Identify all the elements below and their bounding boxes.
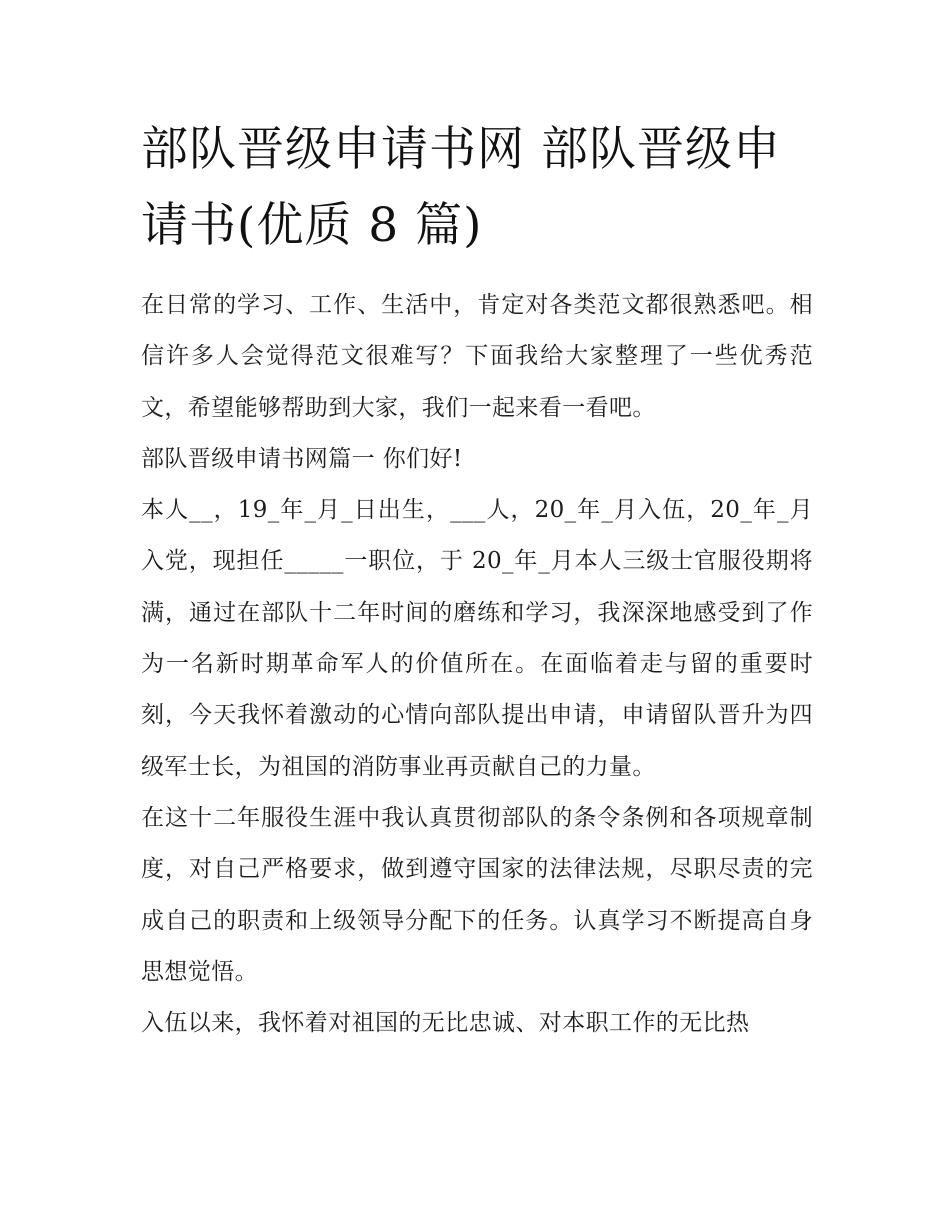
paragraph-since-enlistment: 入伍以来，我怀着对祖国的无比忠诚、对本职工作的无比热 bbox=[141, 1010, 750, 1037]
document-content bbox=[141, 112, 813, 1049]
paragraph-personal-info: 本人__，19_年_月_日出生，___人，20_年_月入伍，20_年_月入党，现担任_____一职位，于 20_年_月本人三级士官服役期将满，通过在部队十二年时间的磨练和学习，我深深地感受到了作为一名新时期革命军人的价值所在。在面临着走与留的重要时刻，今天我怀着激动的心情向部队提出申请，申请留队晋升为四级军士长，为祖国的消防事业再贡献自己的力量。 bbox=[141, 497, 813, 780]
document-title: 部队晋级申请书网 部队晋级申请书(优质 8 篇) bbox=[141, 122, 781, 253]
paragraph-greeting: 部队晋级申请书网篇一 你们好! bbox=[141, 445, 463, 472]
paragraph-service-record: 在这十二年服役生涯中我认真贯彻部队的条令条例和各项规章制度，对自己严格要求，做到遵守国家的法律法规，尽职尽责的完成自己的职责和上级领导分配下的任务。认真学习不断提高自身思想觉悟。 bbox=[141, 804, 813, 985]
document-body bbox=[141, 280, 813, 1049]
paragraph-intro: 在日常的学习、工作、生活中，肯定对各类范文都很熟悉吧。相信许多人会觉得范文很难写？下面我给大家整理了一些优秀范文，希望能够帮助到大家，我们一起来看一看吧。 bbox=[141, 292, 813, 421]
